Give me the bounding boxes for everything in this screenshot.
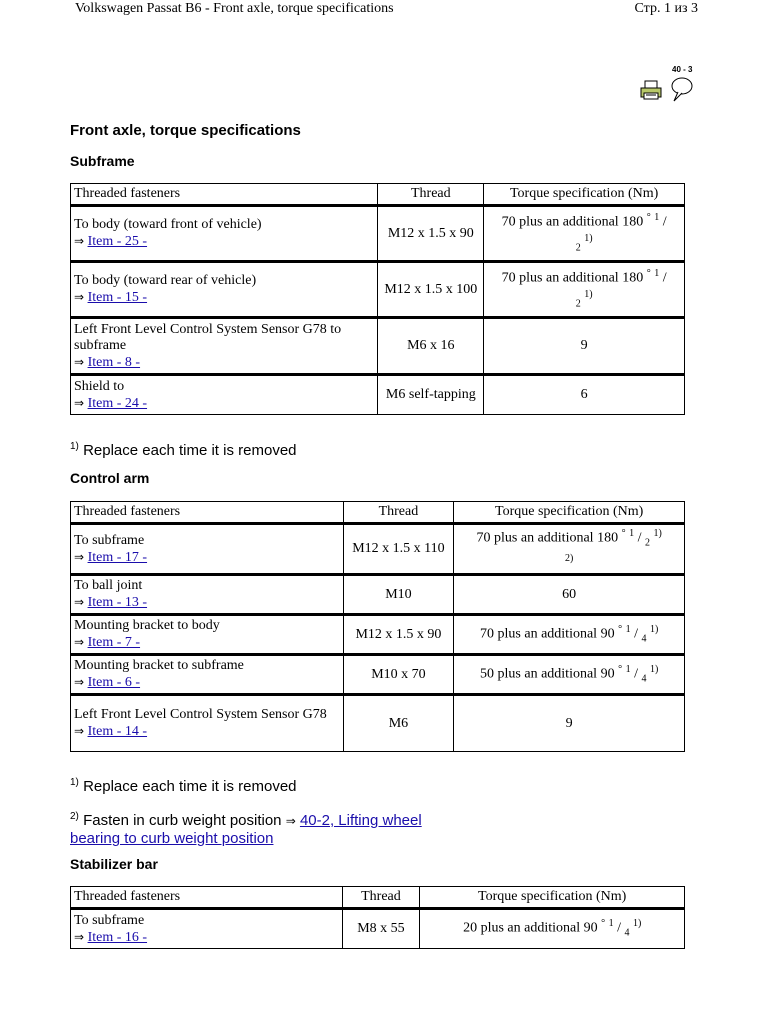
fraction-slash: /: [634, 626, 638, 642]
item-link[interactable]: Item - 14 -: [87, 724, 148, 740]
thread-cell: M6: [343, 695, 454, 752]
section-title-subframe: Subframe: [70, 153, 135, 169]
item-link[interactable]: Item - 17 -: [87, 549, 148, 565]
fastener-desc: To body (toward rear of vehicle): [74, 273, 257, 288]
fraction-den: 4: [641, 673, 647, 685]
fraction-num: 1: [625, 663, 631, 675]
footnote: [70, 774, 297, 795]
table-row: [71, 909, 685, 949]
item-link[interactable]: Item - 16 -: [87, 929, 148, 945]
footnote-text: Replace each time it is removed: [83, 442, 297, 459]
item-link[interactable]: Item - 15 -: [87, 290, 148, 305]
fastener-desc: To body (toward front of vehicle): [74, 217, 262, 232]
fraction-slash: /: [617, 920, 621, 936]
speech-bubble-icon[interactable]: [668, 75, 694, 103]
footnote: [70, 438, 297, 459]
footnote-text: Fasten in curb weight position: [83, 812, 282, 829]
thread-cell: M12 x 1.5 x 100: [378, 262, 484, 318]
table-row: [71, 655, 685, 695]
section-title-control-arm: Control arm: [70, 470, 150, 486]
subframe-table: [70, 183, 685, 415]
fastener-desc: Shield to: [74, 378, 125, 394]
fraction-slash: /: [662, 271, 667, 287]
thread-cell: M12 x 1.5 x 110: [343, 524, 454, 575]
table-row: [71, 206, 685, 262]
degree-symbol: °: [621, 528, 626, 539]
item-link[interactable]: Item - 7 -: [87, 635, 141, 651]
fastener-desc: Mounting bracket to body: [74, 618, 220, 634]
thread-cell: M6 x 16: [378, 318, 484, 375]
stabilizer-bar-table: [70, 886, 685, 949]
page-reference: 40 - 3: [672, 65, 693, 74]
item-link[interactable]: Item - 8 -: [87, 354, 141, 370]
fraction-den: 4: [641, 633, 647, 645]
arrow-icon: ⇒: [74, 354, 85, 369]
torque-value: 70 plus an additional 180: [476, 530, 619, 546]
fastener-desc: Mounting bracket to subframe: [74, 658, 244, 674]
fastener-desc: To subframe: [74, 532, 145, 548]
torque-value: 9: [484, 318, 685, 375]
fastener-desc: To ball joint: [74, 578, 143, 594]
fraction-slash: /: [637, 530, 642, 546]
table-row: [71, 262, 685, 318]
fraction-num: 1: [629, 528, 635, 539]
fastener-desc: Left Front Level Control System Sensor G78 to subframe: [74, 321, 342, 353]
control-arm-table: [70, 501, 685, 752]
table-header-row: [71, 184, 685, 206]
fraction-num: 1: [608, 918, 614, 930]
thread-cell: M12 x 1.5 x 90: [378, 206, 484, 262]
footnote-mark: 1): [70, 777, 79, 788]
arrow-icon: ⇒: [74, 635, 85, 650]
footnote-ref: 1): [584, 289, 593, 301]
arrow-icon: ⇒: [285, 814, 296, 828]
printer-icon[interactable]: [640, 79, 662, 101]
item-link[interactable]: Item - 13 -: [87, 595, 148, 611]
arrow-icon: ⇒: [74, 724, 85, 739]
torque-value: 9: [454, 695, 685, 752]
arrow-icon: ⇒: [74, 395, 85, 410]
table-row: [71, 524, 685, 575]
fraction-den: 2: [575, 298, 581, 310]
thread-cell: M8 x 55: [342, 909, 420, 949]
arrow-icon: ⇒: [74, 675, 85, 690]
fraction-num: 1: [654, 212, 660, 224]
column-header: Thread: [343, 502, 454, 524]
torque-value: 50 plus an additional 90: [480, 666, 615, 682]
table-row: [71, 695, 685, 752]
table-header-row: [71, 502, 685, 524]
table-row: [71, 575, 685, 615]
footnote-ref: 1): [653, 528, 662, 539]
torque-value: 70 plus an additional 180: [501, 215, 644, 231]
lifting-wheel-link[interactable]: 40-2, Lifting wheel bearing to curb weight position: [70, 812, 422, 847]
footnote: [70, 808, 470, 847]
fraction-den: 4: [624, 927, 630, 939]
table-header-row: [71, 887, 685, 909]
item-link[interactable]: Item - 6 -: [87, 675, 141, 691]
fraction-den: 2: [644, 537, 650, 549]
thread-cell: M6 self-tapping: [378, 375, 484, 415]
fraction-slash: /: [634, 666, 638, 682]
column-header: Torque specification (Nm): [454, 502, 685, 524]
table-row: [71, 615, 685, 655]
degree-symbol: °: [646, 268, 651, 280]
footnote-ref: 2): [565, 553, 574, 565]
degree-symbol: °: [618, 663, 623, 675]
item-link[interactable]: Item - 24 -: [87, 395, 148, 411]
fastener-desc: To subframe: [74, 912, 145, 928]
page-counter: Стр. 1 из 3: [634, 1, 698, 16]
footnote-ref: 1): [633, 918, 642, 930]
item-link[interactable]: Item - 25 -: [87, 234, 148, 249]
footnote-text: Replace each time it is removed: [83, 778, 297, 795]
column-header: Torque specification (Nm): [420, 887, 685, 909]
thread-cell: M10: [343, 575, 454, 615]
section-title-stabilizer-bar: Stabilizer bar: [70, 856, 158, 872]
arrow-icon: ⇒: [74, 929, 85, 944]
column-header: Threaded fasteners: [71, 184, 378, 206]
torque-value: 70 plus an additional 180: [501, 271, 644, 287]
torque-value: 20 plus an additional 90: [463, 920, 598, 936]
page-title: Front axle, torque specifications: [70, 122, 301, 139]
arrow-icon: ⇒: [74, 549, 85, 564]
column-header: Thread: [378, 184, 484, 206]
footnote-ref: 1): [649, 623, 659, 635]
table-row: [71, 318, 685, 375]
table-row: [71, 375, 685, 415]
fraction-num: 1: [625, 623, 631, 635]
column-header: Threaded fasteners: [71, 887, 343, 909]
torque-value: 70 plus an additional 90: [480, 626, 615, 642]
column-header: Thread: [342, 887, 420, 909]
torque-value: 60: [454, 575, 685, 615]
fraction-slash: /: [662, 215, 667, 231]
fraction-den: 2: [575, 242, 581, 254]
column-header: Threaded fasteners: [71, 502, 344, 524]
fraction-num: 1: [654, 268, 660, 280]
footnote-ref: 1): [584, 233, 593, 245]
document-title: Volkswagen Passat B6 - Front axle, torque specifications: [75, 1, 394, 16]
degree-symbol: °: [601, 918, 606, 930]
fastener-desc: Left Front Level Control System Sensor G78: [74, 707, 327, 723]
arrow-icon: ⇒: [74, 234, 85, 248]
degree-symbol: °: [646, 212, 651, 224]
degree-symbol: °: [618, 623, 623, 635]
column-header: Torque specification (Nm): [484, 184, 685, 206]
thread-cell: M12 x 1.5 x 90: [343, 615, 454, 655]
toolbar-icons: [640, 65, 700, 105]
arrow-icon: ⇒: [74, 290, 85, 304]
footnote-mark: 1): [70, 441, 79, 452]
torque-value: 6: [484, 375, 685, 415]
footnote-mark: 2): [70, 811, 79, 822]
thread-cell: M10 x 70: [343, 655, 454, 695]
arrow-icon: ⇒: [74, 595, 85, 610]
footnote-ref: 1): [649, 663, 659, 675]
